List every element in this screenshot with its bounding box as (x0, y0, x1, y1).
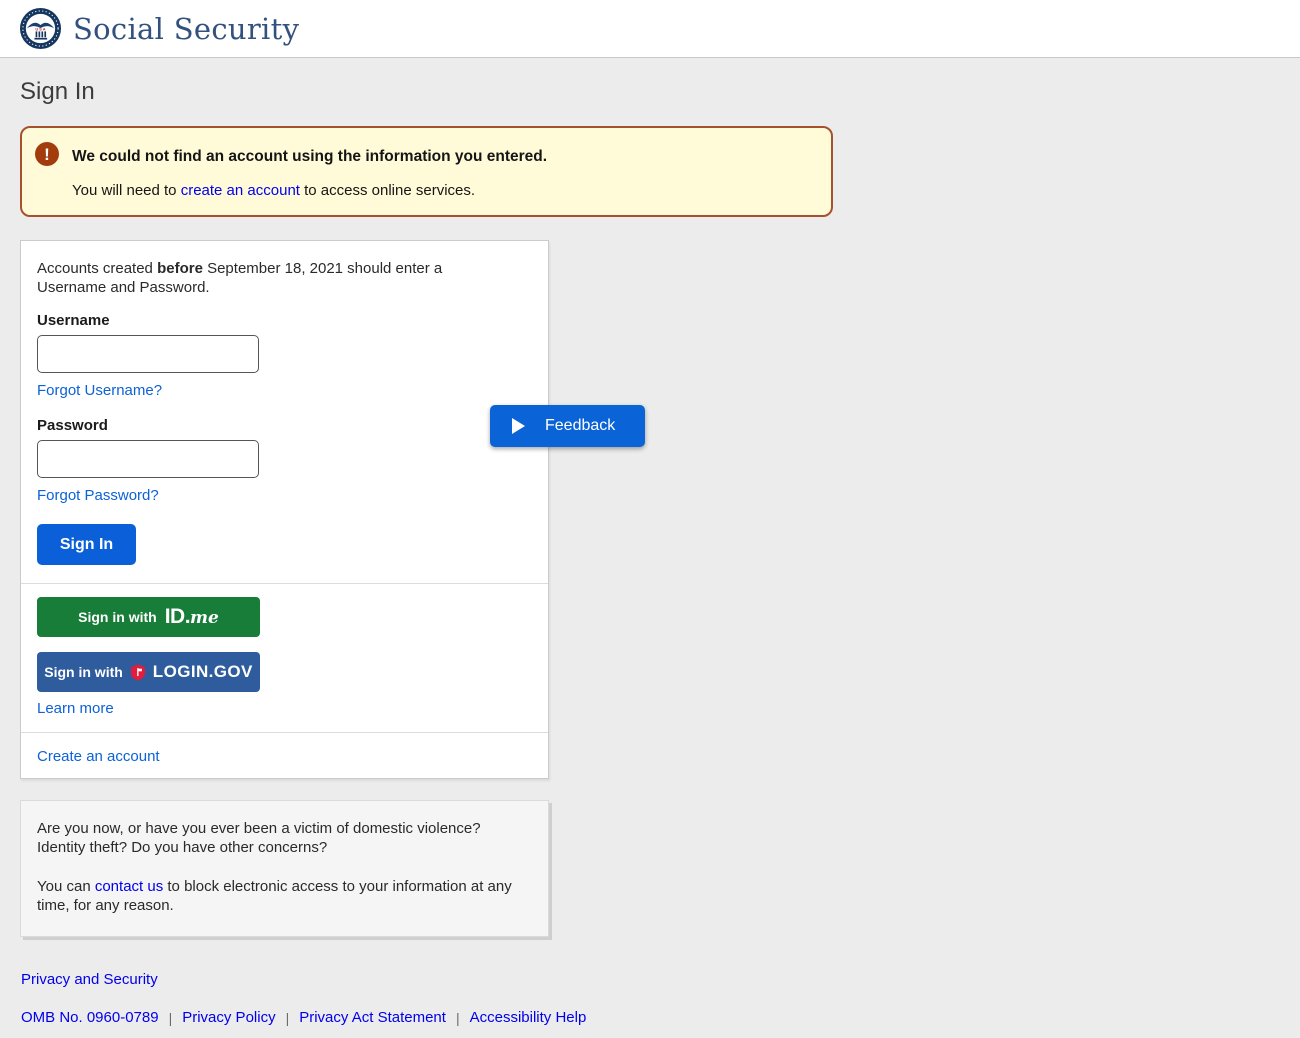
alert-heading: We could not find an account using the information you entered. (72, 148, 548, 165)
contact-us-link[interactable]: contact us (94, 878, 164, 895)
logingov-shield-icon (131, 664, 145, 681)
page-title: Sign In (20, 78, 95, 105)
feedback-button[interactable] (490, 405, 645, 447)
privacy-policy-link[interactable]: Privacy Policy (182, 1009, 276, 1026)
idme-prefix-label: Sign in with (78, 609, 157, 625)
feedback-label: Feedback (545, 417, 616, 434)
error-alert (20, 126, 833, 217)
sign-in-with-logingov-button[interactable] (37, 652, 260, 692)
privacy-act-statement-link[interactable]: Privacy Act Statement (299, 1009, 446, 1026)
notice-para2-prefix: You can (37, 878, 95, 895)
sign-in-with-idme-button[interactable] (37, 597, 260, 637)
password-input[interactable] (37, 440, 259, 478)
username-label: Username (37, 312, 110, 329)
create-account-link[interactable]: create an account (180, 182, 300, 199)
signin-card (20, 240, 549, 779)
play-icon (512, 418, 525, 434)
notice-para1: Are you now, or have you ever been a victim of domestic violence? Identity theft? Do you have other concerns? (37, 820, 481, 856)
error-icon: ! (35, 142, 59, 166)
logingov-brand-label: LOGIN.GOV (152, 662, 253, 681)
svg-text:U S A: U S A (35, 26, 46, 32)
learn-more-link[interactable]: Learn more (37, 700, 114, 717)
alert-body (72, 182, 475, 199)
notice-para2 (37, 877, 529, 915)
brand-logo-link[interactable] (19, 7, 299, 50)
footer-links (21, 1009, 586, 1026)
alert-body-suffix: to access online services. (299, 182, 476, 199)
header (0, 0, 1300, 58)
card-divider (21, 583, 548, 584)
forgot-password-link[interactable]: Forgot Password? (37, 487, 159, 504)
card-divider (21, 732, 548, 733)
sign-in-button[interactable]: Sign In (37, 524, 136, 565)
intro-bold: before (157, 260, 203, 277)
notice-para2-suffix: to block electronic access to your information at any time, for any reason. (37, 878, 512, 914)
idme-logo: ID. me (164, 605, 219, 628)
logingov-prefix-label: Sign in with (44, 664, 123, 680)
alert-body-prefix: You will need to (72, 182, 181, 199)
omb-number-link[interactable]: OMB No. 0960-0789 (21, 1009, 159, 1026)
footer-separator: | (285, 1009, 290, 1026)
intro-suffix: September 18, 2021 should enter a Username and Password. (37, 260, 443, 296)
username-input[interactable] (37, 335, 259, 373)
ssa-seal-icon (19, 7, 62, 50)
signin-intro (37, 259, 499, 297)
forgot-username-link[interactable]: Forgot Username? (37, 382, 163, 399)
footer-separator: | (455, 1009, 460, 1026)
footer-separator: | (168, 1009, 173, 1026)
intro-prefix: Accounts created (37, 260, 158, 277)
accessibility-help-link[interactable]: Accessibility Help (469, 1009, 587, 1026)
privacy-and-security-link[interactable]: Privacy and Security (21, 971, 158, 988)
create-an-account-link[interactable]: Create an account (37, 748, 160, 765)
domestic-violence-notice (20, 800, 549, 937)
password-label: Password (37, 417, 108, 434)
brand-name: Social Security (73, 11, 300, 46)
